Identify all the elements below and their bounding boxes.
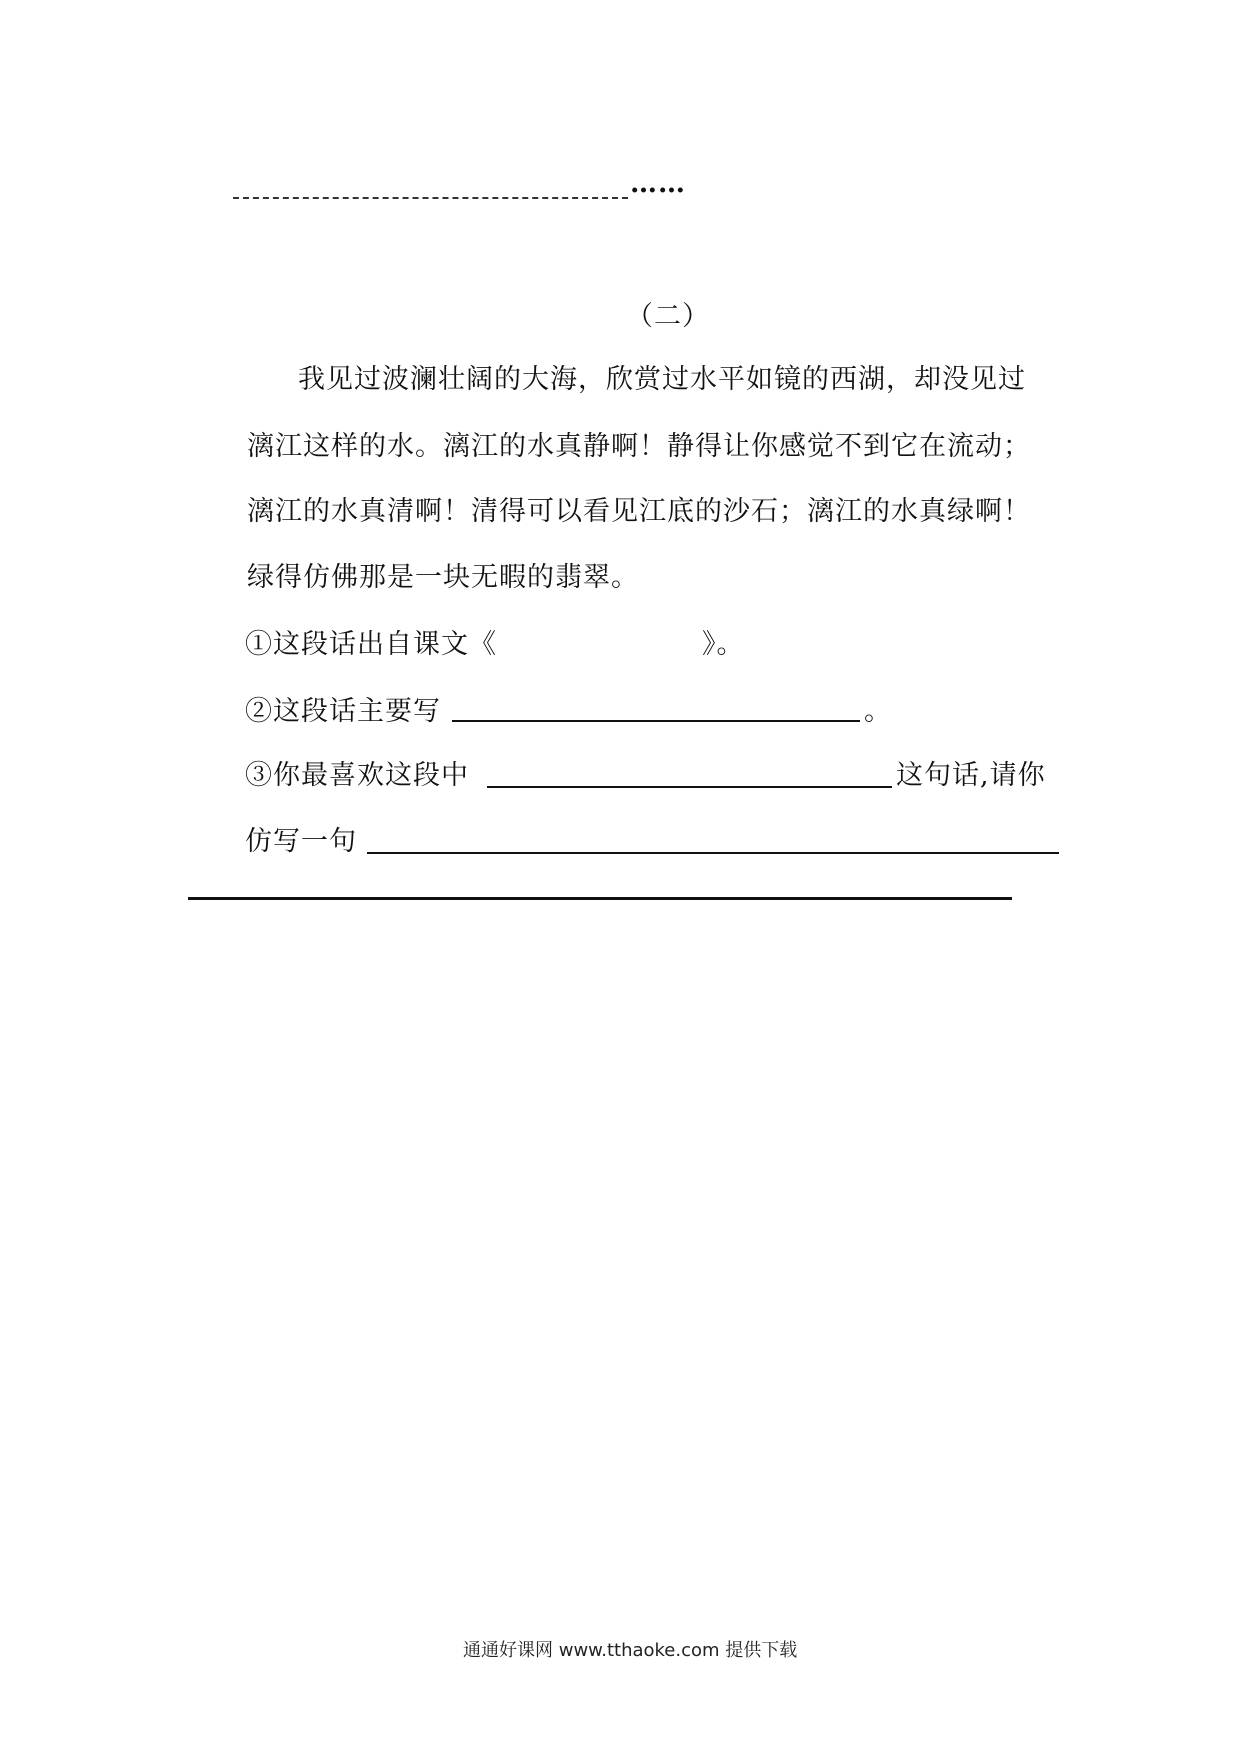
question-2-prefix: ②这段话主要写 [245, 696, 441, 727]
question-3-answer-blank[interactable] [487, 786, 892, 788]
passage-line-3: 漓江的水真清啊！清得可以看见江底的沙石；漓江的水真绿啊！ [247, 496, 1031, 527]
question-2-suffix: 。 [864, 696, 892, 727]
passage-line-1: 我见过波澜壮阔的大海，欣赏过水平如镜的西湖，却没见过 [298, 364, 1026, 395]
answer-blank-continuation[interactable] [188, 897, 1012, 900]
question-3-line2-prefix: 仿写一句 [245, 826, 357, 857]
question-3-suffix: 这句话,请你 [896, 760, 1046, 791]
section-heading: （二） [626, 301, 710, 332]
answer-blank-dashed [233, 197, 628, 199]
page-footer: 通通好课网 www.tthaoke.com 提供下载 [463, 1640, 798, 1661]
question-3-imitation-blank[interactable] [367, 852, 1059, 854]
question-2-answer-blank[interactable] [452, 720, 860, 722]
passage-line-2: 漓江这样的水。漓江的水真静啊！静得让你感觉不到它在流动； [247, 431, 1031, 462]
question-3-prefix: ③你最喜欢这段中 [245, 760, 469, 791]
passage-line-4: 绿得仿佛那是一块无暇的翡翠。 [247, 562, 639, 593]
question-1-prefix: ①这段话出自课文《 [245, 629, 497, 660]
question-1-suffix: 》。 [702, 629, 745, 660]
ellipsis: …… [630, 168, 686, 199]
